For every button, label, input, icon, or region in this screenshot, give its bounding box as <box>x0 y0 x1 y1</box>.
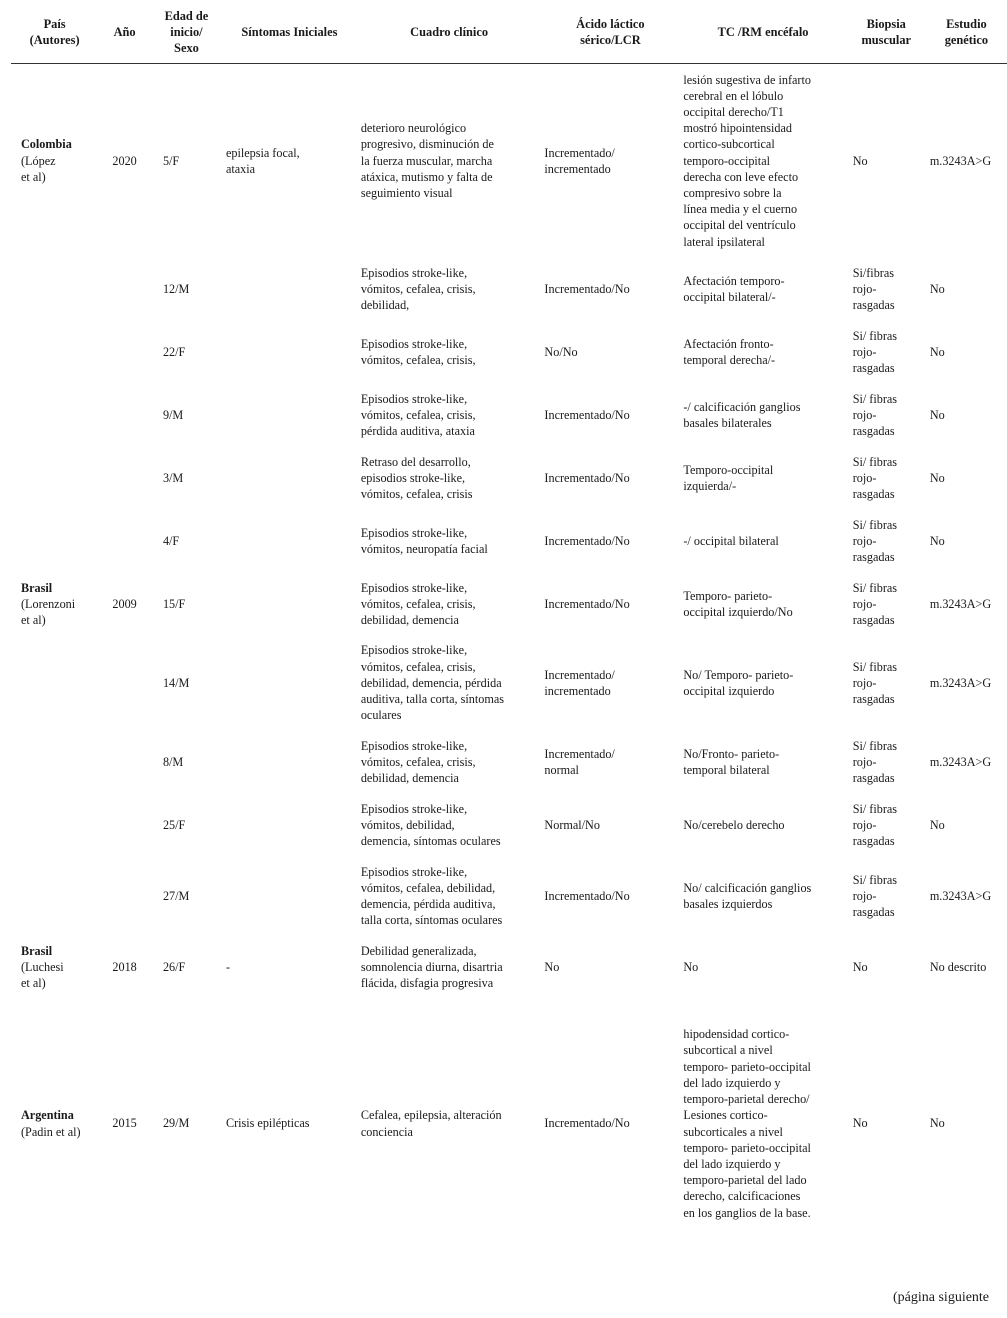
biopsy-cell: Si/ fibras rojo- rasgadas <box>852 454 898 502</box>
table-row <box>11 857 1007 936</box>
authors: (López et al) <box>21 153 56 184</box>
country-cell <box>11 999 98 1249</box>
biopsy-cell: Si/ fibras rojo- rasgadas <box>852 328 898 376</box>
header-biopsy: Biopsia muscular <box>847 0 926 64</box>
age-cell: 15/F <box>162 596 186 611</box>
clinical-cell: Episodios stroke-like, vómitos, cefalea, crisis, <box>360 336 476 367</box>
lactate-cell: Incrementado/No <box>544 888 630 903</box>
biopsy-cell: No <box>852 153 868 168</box>
imaging-cell: No/cerebelo derecho <box>683 817 785 832</box>
genetic-cell: No <box>929 407 945 422</box>
age-cell: 12/M <box>162 281 190 296</box>
imaging-cell: Temporo- parieto- occipital izquierdo/No <box>683 588 793 619</box>
imaging-cell: No/ Temporo- parieto- occipital izquierdo <box>683 667 794 698</box>
table-row <box>11 731 1007 794</box>
imaging-cell: Afectación fronto- temporal derecha/- <box>683 336 776 367</box>
header-age: Edad de inicio/ Sexo <box>151 0 222 64</box>
age-cell: 14/M <box>162 675 190 690</box>
symptoms-cell: Crisis epilépticas <box>225 1116 310 1131</box>
genetic-cell: No <box>929 1116 945 1131</box>
clinical-cell: Episodios stroke-like, vómitos, cefalea, crisis, debilidad, demencia <box>360 738 476 786</box>
imaging-cell: lesión sugestiva de infarto cerebral en el lóbulo occipital derecho/T1 mostró hipointensidad cortico-subcortical temporo-occipital derecha con leve efecto compresivo sobre la línea media y el cuerno occipital del ventrículo lateral ipsilateral <box>683 72 811 249</box>
lactate-cell: Incrementado/No <box>544 281 630 296</box>
genetic-cell: No <box>929 817 945 832</box>
genetic-cell: No <box>929 533 945 548</box>
authors: (Padin et al) <box>21 1124 81 1139</box>
clinical-cell: Episodios stroke-like, vómitos, cefalea, crisis, debilidad, demencia, pérdida auditiva, talla corta, síntomas oculares <box>360 643 504 723</box>
table-row <box>11 384 1007 447</box>
year-cell: 2020 <box>112 153 137 168</box>
year-cell: 2015 <box>112 1116 137 1131</box>
clinical-cell: Episodios stroke-like, vómitos, neuropatía facial <box>360 525 488 556</box>
header-year: Año <box>98 0 151 64</box>
country-name: Brasil <box>21 943 53 958</box>
clinical-cell: Cefalea, epilepsia, alteración conciencia <box>360 1108 502 1139</box>
table-row <box>11 573 1007 636</box>
biopsy-cell: Si/ fibras rojo- rasgadas <box>852 517 898 565</box>
clinical-cell: Debilidad generalizada, somnolencia diurna, disartria flácida, disfagia progresiva <box>360 943 503 991</box>
lactate-cell: Incrementado/ normal <box>544 746 615 777</box>
symptoms-cell: - <box>225 959 230 974</box>
genetic-cell: m.3243A>G <box>929 888 992 903</box>
clinical-cell: Retraso del desarrollo, episodios stroke-like, vómitos, cefalea, crisis <box>360 454 473 502</box>
imaging-cell: Afectación temporo- occipital bilateral/- <box>683 273 785 304</box>
country-name: Colombia <box>21 137 72 152</box>
continued-note: (página siguiente <box>893 1290 990 1305</box>
table-row <box>11 636 1007 731</box>
clinical-cell: Episodios stroke-like, vómitos, cefalea, debilidad, demencia, pérdida auditiva, talla corta, síntomas oculares <box>360 864 503 928</box>
imaging-cell: -/ occipital bilateral <box>683 533 779 548</box>
genetic-cell: m.3243A>G <box>929 153 992 168</box>
imaging-cell: No/Fronto- parieto- temporal bilateral <box>683 746 780 777</box>
genetic-cell: m.3243A>G <box>929 675 992 690</box>
age-cell: 4/F <box>162 533 180 548</box>
country-cell <box>11 573 98 636</box>
clinical-cell: Episodios stroke-like, vómitos, cefalea, crisis, pérdida auditiva, ataxia <box>360 391 476 439</box>
biopsy-cell: Si/ fibras rojo- rasgadas <box>852 872 898 920</box>
genetic-cell: m.3243A>G <box>929 596 992 611</box>
imaging-cell: hipodensidad cortico- subcortical a nivel temporo- parieto-occipital del lado izquierdo y temporo-parietal derecho/ Lesiones cortico- subcorticales a nivel temporo- parieto-occipital del lado izquierdo y temporo-parietal del lado derecho, calcificaciones en los ganglios de la base. <box>683 1027 811 1220</box>
biopsy-cell: Si/fibras rojo- rasgadas <box>852 265 895 313</box>
clinical-cell: Episodios stroke-like, vómitos, cefalea, crisis, debilidad, demencia <box>360 580 476 628</box>
biopsy-cell: Si/ fibras rojo- rasgadas <box>852 738 898 786</box>
age-cell: 25/F <box>162 817 186 832</box>
header-lactate: Ácido láctico sérico/LCR <box>541 0 679 64</box>
genetic-cell: m.3243A>G <box>929 754 992 769</box>
year-cell: 2018 <box>112 959 137 974</box>
age-cell: 8/M <box>162 754 184 769</box>
imaging-cell: No/ calcificación ganglios basales izquierdos <box>683 880 812 911</box>
year-cell: 2009 <box>112 596 137 611</box>
authors: (Luchesi et al) <box>21 959 64 991</box>
age-cell: 22/F <box>162 344 186 359</box>
clinical-cell: deterioro neurológico progresivo, disminución de la fuerza muscular, marcha atáxica, mutismo y falta de seguimiento visual <box>360 121 494 201</box>
lactate-cell: Normal/No <box>544 817 600 832</box>
biopsy-cell: Si/ fibras rojo- rasgadas <box>852 659 898 707</box>
biopsy-cell: Si/ fibras rojo- rasgadas <box>852 580 898 628</box>
lactate-cell: No <box>544 959 560 974</box>
case-table <box>11 0 1007 1249</box>
age-cell: 5/F <box>162 153 180 168</box>
table-row <box>11 510 1007 573</box>
table-row <box>11 936 1007 999</box>
table-row <box>11 999 1007 1249</box>
imaging-cell: -/ calcificación ganglios basales bilaterales <box>683 399 801 430</box>
header-symptoms: Síntomas Iniciales <box>222 0 357 64</box>
table-row <box>11 794 1007 857</box>
header-imaging: TC /RM encéfalo <box>679 0 846 64</box>
table-row <box>11 64 1007 258</box>
lactate-cell: Incrementado/No <box>544 470 630 485</box>
header-clinical: Cuadro clínico <box>357 0 542 64</box>
age-cell: 27/M <box>162 888 190 903</box>
genetic-cell: No <box>929 470 945 485</box>
lactate-cell: Incrementado/No <box>544 1116 630 1131</box>
table-header <box>11 0 1007 64</box>
table-row <box>11 258 1007 321</box>
country-cell <box>11 64 98 258</box>
clinical-cell: Episodios stroke-like, vómitos, cefalea, crisis, debilidad, <box>360 265 476 313</box>
age-cell: 9/M <box>162 407 184 422</box>
biopsy-cell: Si/ fibras rojo- rasgadas <box>852 801 898 849</box>
biopsy-cell: No <box>852 1116 868 1131</box>
genetic-cell: No <box>929 281 945 296</box>
lactate-cell: Incrementado/No <box>544 533 630 548</box>
lactate-cell: Incrementado/ incrementado <box>544 667 615 698</box>
header-genetic: Estudio genético <box>926 0 1007 64</box>
age-cell: 26/F <box>162 959 186 974</box>
country-name: Argentina <box>21 1108 74 1123</box>
genetic-cell: No <box>929 344 945 359</box>
country-cell <box>11 936 98 999</box>
imaging-cell: Temporo-occipital izquierda/- <box>683 462 774 493</box>
lactate-cell: Incrementado/No <box>544 407 630 422</box>
age-cell: 3/M <box>162 470 184 485</box>
genetic-cell: No descrito <box>929 959 987 974</box>
lactate-cell: Incrementado/ incrementado <box>544 145 615 176</box>
clinical-cell: Episodios stroke-like, vómitos, debilidad, demencia, síntomas oculares <box>360 801 501 849</box>
lactate-cell: Incrementado/No <box>544 596 630 611</box>
header-country: País (Autores) <box>11 0 98 64</box>
biopsy-cell: No <box>852 959 868 974</box>
table-row <box>11 447 1007 510</box>
imaging-cell: No <box>683 959 699 974</box>
age-cell: 29/M <box>162 1116 190 1131</box>
biopsy-cell: Si/ fibras rojo- rasgadas <box>852 391 898 439</box>
table-row <box>11 321 1007 384</box>
authors: (Lorenzoni et al) <box>21 596 76 628</box>
symptoms-cell: epilepsia focal, ataxia <box>225 145 300 176</box>
country-name: Brasil <box>21 580 53 595</box>
lactate-cell: No/No <box>544 344 578 359</box>
